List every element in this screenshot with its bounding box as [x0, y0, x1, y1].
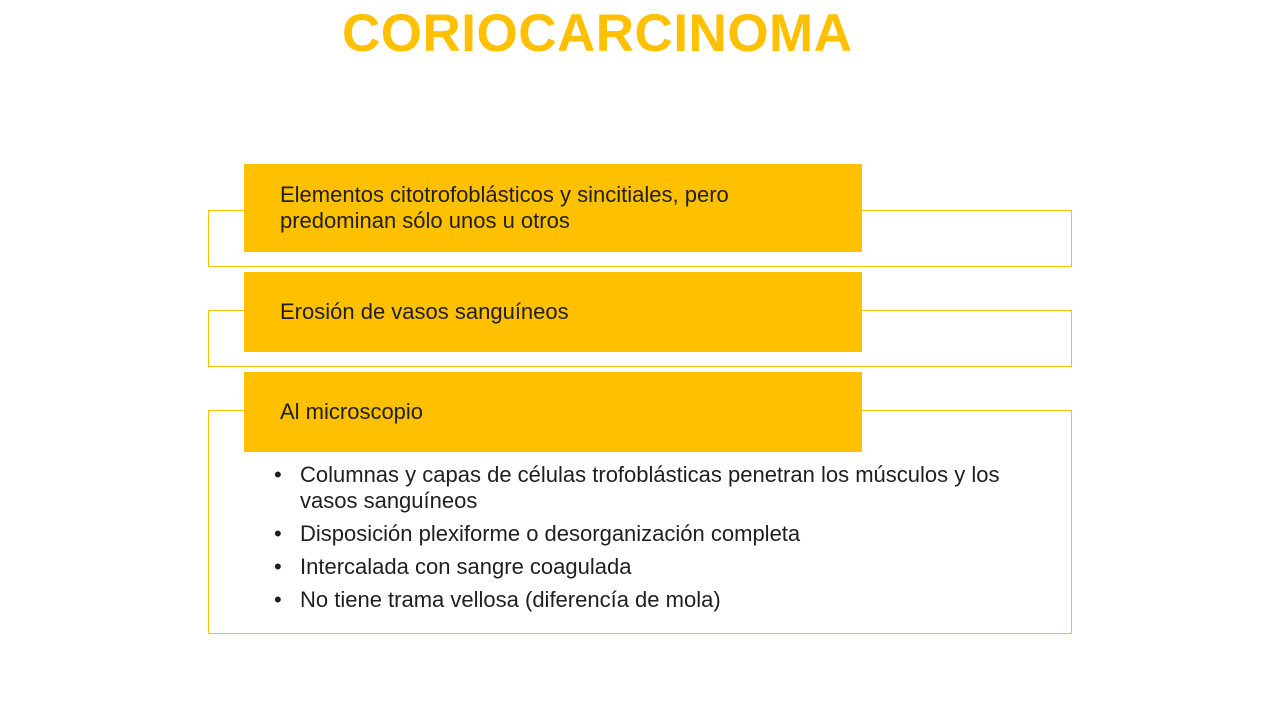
- block-3-label-text: Al microscopio: [280, 399, 424, 424]
- block-1-label-text: Elementos citotrofoblásticos y sincitiales, pero predominan sólo unos u otros: [280, 182, 729, 233]
- block-1-label: [244, 164, 862, 252]
- block-3-label: [244, 372, 862, 452]
- bullet-item: • No tiene trama vellosa (diferencía de mola): [274, 587, 1034, 613]
- bullet-item: • Intercalada con sangre coagulada: [274, 554, 1034, 580]
- block-2-label: [244, 272, 862, 352]
- bullet-item: • Disposición plexiforme o desorganización completa: [274, 521, 1034, 547]
- block-2-label-text: Erosión de vasos sanguíneos: [280, 299, 569, 324]
- block-3-bullet-list: [274, 462, 1034, 620]
- slide-title: CORIOCARCINOMA: [342, 4, 853, 63]
- bullet-item: • Columnas y capas de células trofoblásticas penetran los músculos y los vasos sanguíneos: [274, 462, 1034, 514]
